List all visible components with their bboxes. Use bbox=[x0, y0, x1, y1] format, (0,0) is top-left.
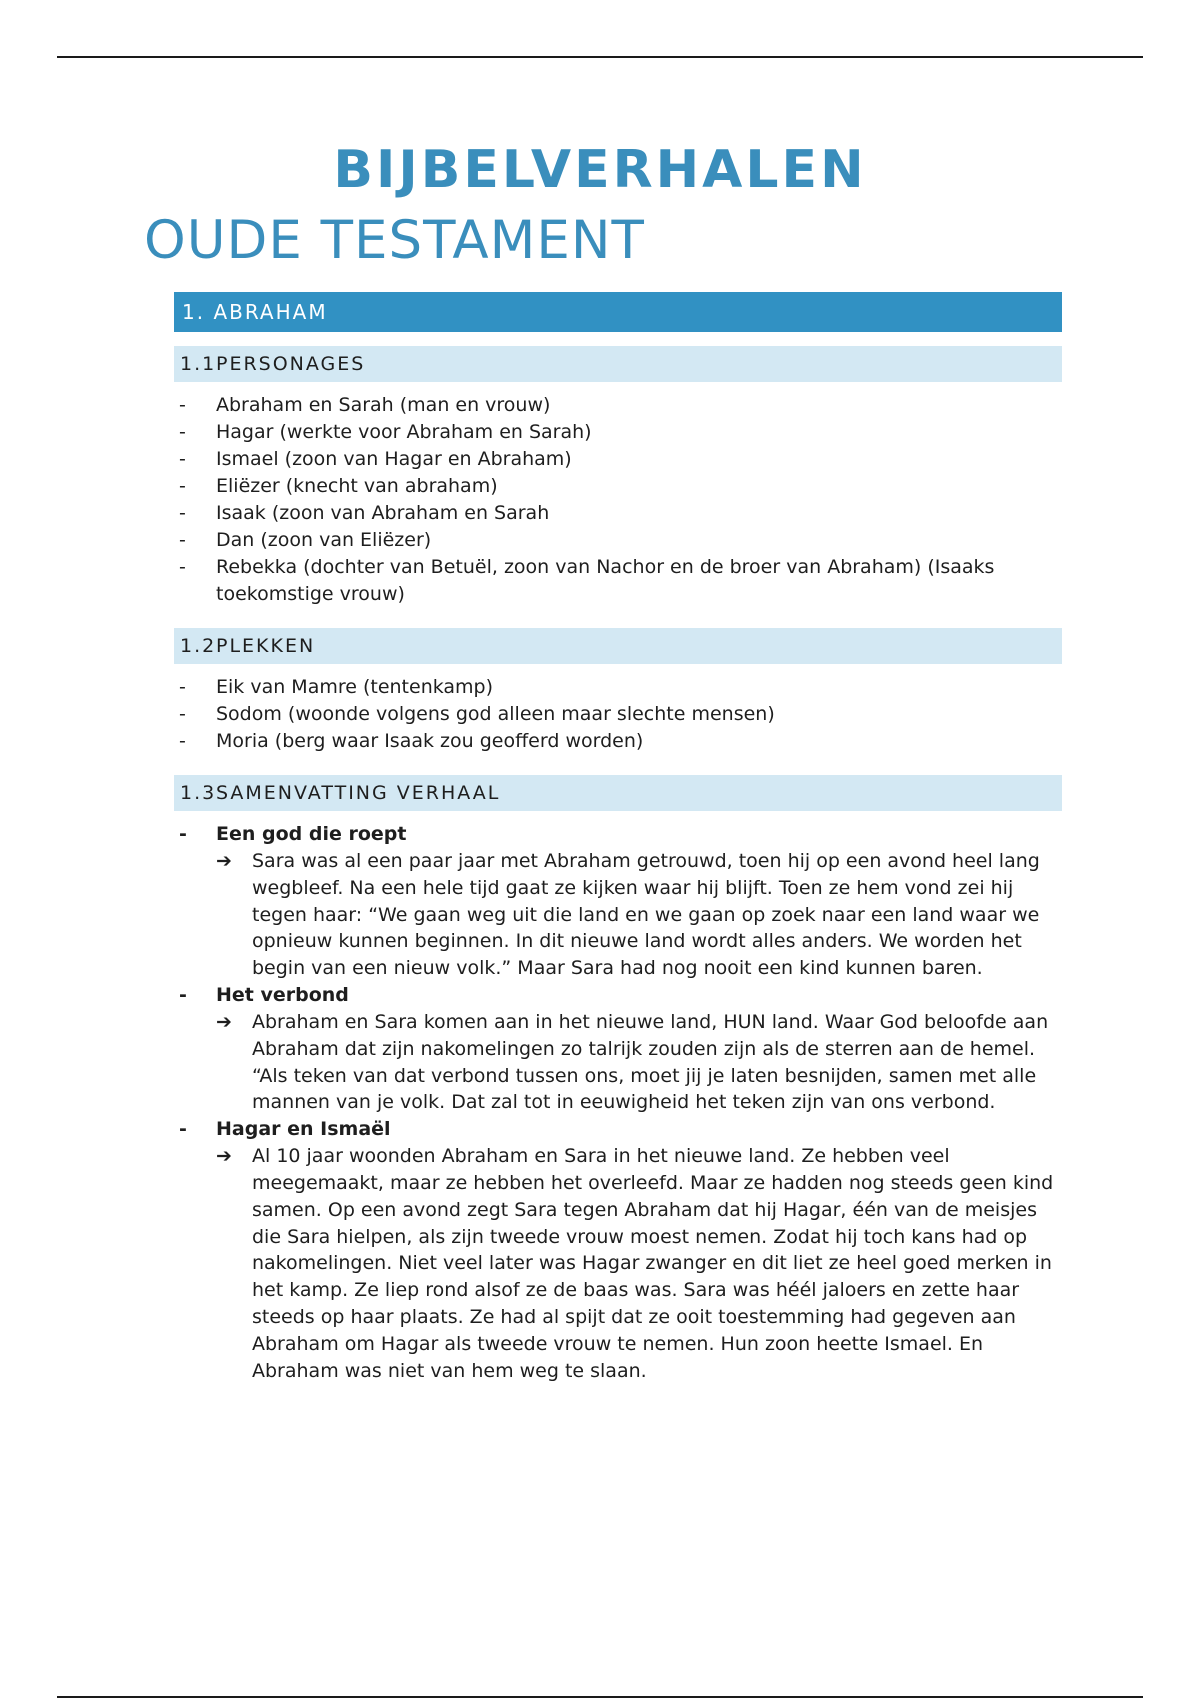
story-title: Het verbond bbox=[216, 983, 349, 1006]
bottom-rule bbox=[57, 1696, 1143, 1698]
top-rule bbox=[57, 56, 1143, 58]
dash-bullet: - bbox=[179, 475, 186, 497]
heading-personages bbox=[174, 346, 1062, 382]
heading-label: PLEKKEN bbox=[216, 635, 316, 657]
document-body bbox=[174, 292, 1062, 1384]
dash-bullet: - bbox=[179, 676, 186, 698]
list-item-text: Moria (berg waar Isaak zou geofferd worden) bbox=[216, 730, 644, 752]
list-item bbox=[174, 527, 1062, 554]
dash-bullet: - bbox=[179, 421, 186, 443]
story-title: Een god die roept bbox=[216, 823, 407, 845]
list-item-text: Abraham en Sarah (man en vrouw) bbox=[216, 394, 551, 416]
list-item-text: Eik van Mamre (tentenkamp) bbox=[216, 676, 494, 698]
list-item bbox=[174, 674, 1062, 701]
dash-bullet: - bbox=[179, 556, 186, 578]
list-item-text: Eliëzer (knecht van abraham) bbox=[216, 475, 498, 497]
arrow-right-icon: ➔ bbox=[216, 850, 232, 872]
list-item-text: Sodom (woonde volgens god alleen maar slechte mensen) bbox=[216, 703, 775, 725]
arrow-right-icon: ➔ bbox=[216, 1145, 232, 1168]
dash-bullet: - bbox=[179, 703, 186, 725]
dash-bullet: - bbox=[179, 730, 186, 752]
list-item-text: Rebekka (dochter van Betuël, zoon van Nachor en de broer van Abraham) (Isaaks toekomstige vrouw) bbox=[216, 556, 995, 605]
dash-bullet: - bbox=[179, 502, 186, 524]
list-item bbox=[174, 446, 1062, 473]
list-item bbox=[174, 392, 1062, 419]
heading-label: SAMENVATTING VERHAAL bbox=[216, 782, 501, 804]
heading-number: 1.2 bbox=[180, 635, 217, 657]
story-text: Sara was al een paar jaar met Abraham getrouwd, toen hij op een avond heel lang wegbleef. Na een hele tijd gaat ze kijken waar hij blijft. Toen ze hem vond zei hij tegen haar: “We gaan weg uit die land en we gaan op zoek naar een land waar we opnieuw kunnen beginnen. In dit nieuwe land wordt alles anders. We worden het begin van een nieuw volk.” Maar Sara had nog nooit een kind kunnen baren. bbox=[252, 850, 1040, 980]
story-title: Hagar en Ismaël bbox=[216, 1118, 391, 1141]
document-title: BIJBELVERHALEN bbox=[333, 140, 867, 200]
story-body bbox=[216, 848, 1062, 982]
plekken-list bbox=[174, 674, 1062, 755]
story-item bbox=[174, 982, 1062, 1116]
list-item bbox=[174, 728, 1062, 755]
dash-bullet: - bbox=[179, 983, 187, 1006]
dash-bullet: - bbox=[179, 394, 186, 416]
list-item bbox=[174, 500, 1062, 527]
dash-bullet: - bbox=[179, 529, 186, 551]
story-text: Abraham en Sara komen aan in het nieuwe land, HUN land. Waar God beloofde aan Abraham dat zijn nakomelingen zo talrijk zouden zijn als de sterren aan de hemel. “Als teken van dat verbond tussen ons, moet jij je laten besnijden, samen met alle mannen van je volk. Dat zal tot in eeuwigheid het teken zijn van ons verbond. bbox=[252, 1010, 1049, 1114]
list-item-text: Isaak (zoon van Abraham en Sarah bbox=[216, 502, 550, 524]
heading-samenvatting bbox=[174, 775, 1062, 811]
document-subtitle: OUDE TESTAMENT bbox=[144, 210, 645, 271]
story-item bbox=[174, 821, 1062, 982]
list-item bbox=[174, 701, 1062, 728]
heading-plekken bbox=[174, 628, 1062, 664]
list-item-text: Dan (zoon van Eliëzer) bbox=[216, 529, 432, 551]
list-item bbox=[174, 554, 1062, 608]
story-text: Al 10 jaar woonden Abraham en Sara in het nieuwe land. Ze hebben veel meegemaakt, maar ze hebben het overleefd. Maar ze hadden nog steeds geen kind samen. Op een avond zegt Sara tegen Abraham dat hij Hagar, één van de meisjes die Sara hielpen, als zijn tweede vrouw moest nemen. Zodat hij toch kans had op nakomelingen. Niet veel later was Hagar zwanger en dit liet ze heel goed merken in het kamp. Ze liep rond alsof ze de baas was. Sara was héél jaloers en zette haar steeds op haar plaats. Ze had al spijt dat ze ooit toestemming had gegeven aan Abraham om Hagar als tweede vrouw te nemen. Hun zoon heette Ismael. En Abraham was niet van hem weg te slaan. bbox=[252, 1145, 1054, 1382]
list-item bbox=[174, 473, 1062, 500]
story-body bbox=[216, 1143, 1062, 1384]
personages-list bbox=[174, 392, 1062, 608]
arrow-right-icon: ➔ bbox=[216, 1010, 232, 1033]
heading-number: 1.3 bbox=[180, 782, 217, 804]
list-item-text: Hagar (werkte voor Abraham en Sarah) bbox=[216, 421, 592, 443]
heading-number: 1.1 bbox=[180, 353, 217, 375]
dash-bullet: - bbox=[179, 1118, 187, 1141]
heading-abraham: 1. ABRAHAM bbox=[174, 292, 1062, 332]
dash-bullet: - bbox=[179, 448, 186, 470]
list-item bbox=[174, 419, 1062, 446]
dash-bullet: - bbox=[179, 823, 187, 845]
heading-label: PERSONAGES bbox=[216, 353, 366, 375]
story-body bbox=[216, 1009, 1062, 1116]
list-item-text: Ismael (zoon van Hagar en Abraham) bbox=[216, 448, 572, 470]
story-item bbox=[174, 1116, 1062, 1384]
